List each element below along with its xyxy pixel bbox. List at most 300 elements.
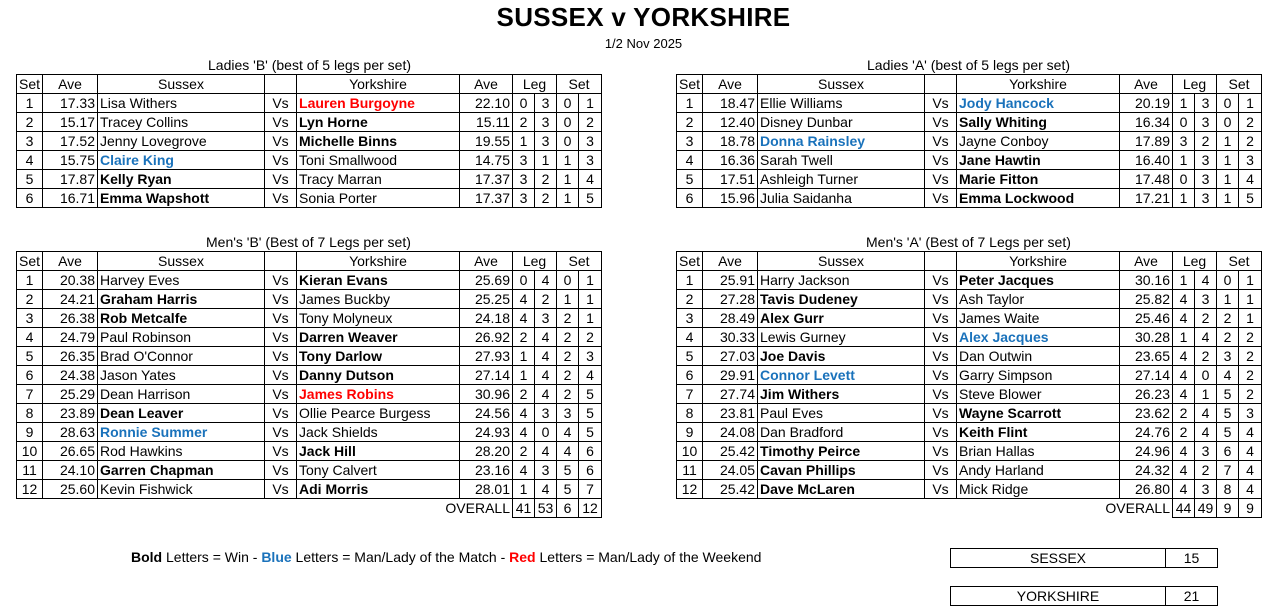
yorkshire-legs: 3 [535,132,557,151]
sussex-sets-running: 1 [557,151,579,170]
sussex-sets-running: 5 [1217,385,1239,404]
vs-label: Vs [925,94,957,113]
yorkshire-sets-running: 3 [1239,151,1262,170]
table-row [677,347,1262,366]
vs-label: Vs [925,170,957,189]
sussex-sets-running: 3 [557,404,579,423]
yorkshire-sets-running: 6 [579,442,602,461]
table-header-row [677,75,1262,94]
header-yorkshire: Yorkshire [297,75,460,94]
yorkshire-average: 24.93 [460,423,513,442]
vs-label: Vs [925,366,957,385]
yorkshire-sets-running: 2 [1239,385,1262,404]
vs-label: Vs [925,423,957,442]
sussex-player: Tavis Dudeney [758,290,925,309]
sussex-player: Rod Hawkins [98,442,265,461]
sussex-legs: 2 [513,328,535,347]
sussex-legs: 0 [1173,113,1195,132]
yorkshire-average: 27.14 [1120,366,1173,385]
header-sussex: Sussex [758,252,925,271]
table-row [17,461,602,480]
sussex-average: 28.63 [43,423,98,442]
yorkshire-sets-running: 3 [579,347,602,366]
overall-row [17,499,602,518]
vs-label: Vs [925,132,957,151]
sussex-average: 26.35 [43,347,98,366]
vs-label: Vs [925,290,957,309]
sussex-player: Dean Leaver [98,404,265,423]
table-row [677,290,1262,309]
vs-label: Vs [265,113,297,132]
header-set: Set [557,75,602,94]
legend [131,549,761,565]
sussex-sets-running: 1 [557,189,579,208]
set-number: 12 [677,480,703,499]
set-number: 1 [677,94,703,113]
sussex-player: Dean Harrison [98,385,265,404]
header-ave: Ave [43,252,98,271]
header-sussex: Sussex [758,75,925,94]
vs-label: Vs [265,461,297,480]
legend-red: Red [509,549,536,565]
set-number: 5 [677,347,703,366]
yorkshire-player: Darren Weaver [297,328,460,347]
sussex-average: 30.33 [703,328,758,347]
yorkshire-player: Keith Flint [957,423,1120,442]
header-set: Set [1217,252,1262,271]
header-yorkshire: Yorkshire [957,75,1120,94]
set-number: 9 [677,423,703,442]
sussex-sets-running: 2 [1217,309,1239,328]
yorkshire-sets-running: 2 [1239,132,1262,151]
sussex-sets-running: 0 [557,271,579,290]
set-number: 11 [17,461,43,480]
header-leg: Leg [513,75,557,94]
sussex-average: 24.79 [43,328,98,347]
yorkshire-player: Sally Whiting [957,113,1120,132]
set-number: 2 [677,113,703,132]
sussex-player: Ashleigh Turner [758,170,925,189]
yorkshire-average: 30.16 [1120,271,1173,290]
sussex-sets-running: 0 [557,94,579,113]
sussex-average: 17.87 [43,170,98,189]
sussex-player: Rob Metcalfe [98,309,265,328]
sussex-sets-running: 5 [1217,423,1239,442]
yorkshire-average: 17.37 [460,189,513,208]
header-ave: Ave [460,75,513,94]
sussex-player: Kevin Fishwick [98,480,265,499]
overall-row [677,499,1262,518]
vs-label: Vs [925,309,957,328]
header-yorkshire: Yorkshire [957,252,1120,271]
yorkshire-legs: 3 [1195,290,1217,309]
yorkshire-average: 14.75 [460,151,513,170]
yorkshire-player: Dan Outwin [957,347,1120,366]
vs-label: Vs [925,404,957,423]
sussex-player: Lisa Withers [98,94,265,113]
yorkshire-player: Danny Dutson [297,366,460,385]
yorkshire-player: Ash Taylor [957,290,1120,309]
ladies-a-table [676,74,1262,208]
vs-label: Vs [265,132,297,151]
sussex-sets-running: 5 [557,480,579,499]
yorkshire-player: James Waite [957,309,1120,328]
yorkshire-player: Toni Smallwood [297,151,460,170]
sussex-average: 27.74 [703,385,758,404]
yorkshire-legs: 4 [535,442,557,461]
overall-label: OVERALL [1105,500,1171,517]
yorkshire-legs: 2 [1195,132,1217,151]
sussex-legs: 1 [1173,151,1195,170]
sussex-total [950,548,1218,568]
yorkshire-sets-running: 4 [1239,461,1262,480]
set-number: 5 [17,170,43,189]
yorkshire-legs: 4 [535,385,557,404]
table-header-row [17,252,602,271]
set-number: 10 [677,442,703,461]
yorkshire-sets-running: 3 [579,151,602,170]
header-ave: Ave [460,252,513,271]
vs-label: Vs [265,271,297,290]
yorkshire-average: 19.55 [460,132,513,151]
yorkshire-player: Kieran Evans [297,271,460,290]
set-number: 11 [677,461,703,480]
header-vs-blank [265,75,297,94]
vs-label: Vs [265,151,297,170]
table-header-row [17,75,602,94]
sussex-player: Paul Robinson [98,328,265,347]
sussex-average: 16.71 [43,189,98,208]
sussex-sets-running: 2 [557,385,579,404]
sussex-legs: 1 [1173,189,1195,208]
vs-label: Vs [265,404,297,423]
yorkshire-legs: 3 [535,309,557,328]
sussex-player: Cavan Phillips [758,461,925,480]
sussex-legs: 4 [513,423,535,442]
table-row [677,328,1262,347]
yorkshire-legs: 4 [535,480,557,499]
yorkshire-sets-running: 4 [1239,442,1262,461]
yorkshire-average: 26.92 [460,328,513,347]
sussex-legs: 4 [1173,442,1195,461]
header-ave: Ave [1120,75,1173,94]
table-row [17,271,602,290]
yorkshire-average: 24.32 [1120,461,1173,480]
sussex-player: Claire King [98,151,265,170]
yorkshire-legs: 4 [535,366,557,385]
yorkshire-average: 26.23 [1120,385,1173,404]
sussex-legs: 2 [513,113,535,132]
sussex-legs: 4 [513,461,535,480]
yorkshire-player: Lauren Burgoyne [297,94,460,113]
yorkshire-player: Jody Hancock [957,94,1120,113]
yorkshire-sets-running: 6 [579,461,602,480]
sussex-legs: 3 [513,189,535,208]
yorkshire-sets-running: 2 [1239,347,1262,366]
legend-bold-text: Letters = Win - [162,549,262,565]
table-row [677,189,1262,208]
sussex-total-label: SESSEX [951,549,1166,568]
sussex-sets-running: 0 [1217,113,1239,132]
sussex-sets-running: 1 [1217,189,1239,208]
sussex-player: Donna Rainsley [758,132,925,151]
yorkshire-average: 16.34 [1120,113,1173,132]
sussex-average: 25.60 [43,480,98,499]
legend-blue-text: Letters = Man/Lady of the Match - [291,549,510,565]
sussex-average: 17.51 [703,170,758,189]
sussex-average: 28.49 [703,309,758,328]
yorkshire-average: 17.89 [1120,132,1173,151]
set-number: 3 [677,132,703,151]
yorkshire-player: Tony Calvert [297,461,460,480]
overall-sussex-legs: 41 [513,499,535,518]
mens-b-caption: Men's 'B' (Best of 7 Legs per set) [206,234,411,250]
sussex-legs: 4 [1173,385,1195,404]
overall-sussex-sets: 9 [1217,499,1239,518]
vs-label: Vs [265,347,297,366]
table-row [677,271,1262,290]
sussex-sets-running: 1 [557,170,579,189]
yorkshire-sets-running: 1 [1239,290,1262,309]
sussex-average: 25.42 [703,442,758,461]
vs-label: Vs [265,309,297,328]
sussex-legs: 4 [1173,461,1195,480]
sussex-average: 23.81 [703,404,758,423]
sussex-legs: 1 [1173,271,1195,290]
table-row [17,423,602,442]
yorkshire-legs: 0 [535,423,557,442]
header-vs-blank [925,75,957,94]
sussex-legs: 1 [513,366,535,385]
yorkshire-player: Emma Lockwood [957,189,1120,208]
yorkshire-legs: 3 [535,461,557,480]
yorkshire-sets-running: 2 [579,113,602,132]
sussex-average: 27.28 [703,290,758,309]
yorkshire-player: Garry Simpson [957,366,1120,385]
yorkshire-legs: 3 [535,113,557,132]
sussex-sets-running: 1 [1217,132,1239,151]
legend-blue: Blue [261,549,292,565]
set-number: 9 [17,423,43,442]
yorkshire-sets-running: 5 [579,404,602,423]
set-number: 3 [677,309,703,328]
table-row [17,151,602,170]
set-number: 3 [17,132,43,151]
yorkshire-legs: 4 [535,347,557,366]
sussex-sets-running: 5 [557,461,579,480]
yorkshire-average: 27.93 [460,347,513,366]
yorkshire-legs: 3 [535,94,557,113]
sussex-player: Jason Yates [98,366,265,385]
sussex-player: Dave McLaren [758,480,925,499]
set-number: 6 [17,189,43,208]
sussex-player: Garren Chapman [98,461,265,480]
table-row [17,170,602,189]
yorkshire-legs: 3 [1195,151,1217,170]
yorkshire-legs: 1 [1195,385,1217,404]
sussex-sets-running: 1 [1217,170,1239,189]
yorkshire-player: Sonia Porter [297,189,460,208]
table-row [17,366,602,385]
sussex-sets-running: 3 [1217,347,1239,366]
sussex-sets-running: 4 [557,423,579,442]
table-row [677,423,1262,442]
yorkshire-average: 28.01 [460,480,513,499]
sussex-player: Dan Bradford [758,423,925,442]
sussex-sets-running: 2 [1217,328,1239,347]
sussex-average: 25.42 [703,480,758,499]
sussex-average: 25.91 [703,271,758,290]
sussex-sets-running: 0 [557,132,579,151]
sussex-sets-running: 4 [1217,366,1239,385]
sussex-legs: 1 [513,480,535,499]
yorkshire-player: Tony Molyneux [297,309,460,328]
set-number: 6 [17,366,43,385]
ladies-a-caption: Ladies 'A' (best of 5 legs per set) [867,57,1071,73]
yorkshire-sets-running: 5 [579,385,602,404]
set-number: 1 [17,94,43,113]
sussex-sets-running: 1 [1217,151,1239,170]
sussex-legs: 4 [1173,366,1195,385]
yorkshire-legs: 1 [535,151,557,170]
yorkshire-player: Marie Fitton [957,170,1120,189]
yorkshire-sets-running: 3 [579,132,602,151]
sussex-average: 20.38 [43,271,98,290]
table-row [677,442,1262,461]
yorkshire-legs: 3 [1195,480,1217,499]
yorkshire-legs: 3 [1195,94,1217,113]
sussex-sets-running: 0 [1217,94,1239,113]
yorkshire-legs: 4 [1195,423,1217,442]
vs-label: Vs [265,366,297,385]
vs-label: Vs [925,461,957,480]
yorkshire-average: 15.11 [460,113,513,132]
vs-label: Vs [265,480,297,499]
header-set: Set [17,252,43,271]
sussex-legs: 4 [513,404,535,423]
yorkshire-average: 28.20 [460,442,513,461]
header-ave: Ave [1120,252,1173,271]
header-vs-blank [925,252,957,271]
vs-label: Vs [925,189,957,208]
sussex-legs: 0 [513,94,535,113]
table-row [677,385,1262,404]
sussex-player: Ellie Williams [758,94,925,113]
yorkshire-legs: 3 [1195,189,1217,208]
yorkshire-sets-running: 4 [579,366,602,385]
set-number: 4 [677,328,703,347]
sussex-average: 15.96 [703,189,758,208]
yorkshire-sets-running: 4 [579,170,602,189]
sussex-sets-running: 2 [557,309,579,328]
header-leg: Leg [513,252,557,271]
sussex-sets-running: 2 [557,366,579,385]
header-sussex: Sussex [98,252,265,271]
yorkshire-legs: 2 [1195,461,1217,480]
sussex-player: Brad O'Connor [98,347,265,366]
vs-label: Vs [265,94,297,113]
table-row [677,309,1262,328]
table-row [17,404,602,423]
sussex-legs: 4 [1173,290,1195,309]
set-number: 4 [17,151,43,170]
table-row [677,461,1262,480]
yorkshire-average: 20.19 [1120,94,1173,113]
sussex-player: Joe Davis [758,347,925,366]
ladies-b-table [16,74,602,208]
mens-b-table [16,251,602,518]
sussex-average: 17.33 [43,94,98,113]
yorkshire-average: 27.14 [460,366,513,385]
overall-yorkshire-legs: 49 [1195,499,1217,518]
vs-label: Vs [925,442,957,461]
header-set: Set [17,75,43,94]
sussex-total-score: 15 [1166,549,1218,568]
yorkshire-legs: 4 [1195,328,1217,347]
sussex-legs: 2 [513,442,535,461]
vs-label: Vs [265,189,297,208]
yorkshire-player: Michelle Binns [297,132,460,151]
header-ave: Ave [43,75,98,94]
sussex-sets-running: 8 [1217,480,1239,499]
yorkshire-legs: 3 [535,404,557,423]
set-number: 2 [677,290,703,309]
ladies-b-caption: Ladies 'B' (best of 5 legs per set) [208,57,412,73]
sussex-average: 15.75 [43,151,98,170]
sussex-average: 24.10 [43,461,98,480]
table-row [677,170,1262,189]
overall-sussex-legs: 44 [1173,499,1195,518]
header-set: Set [677,75,703,94]
yorkshire-sets-running: 2 [1239,113,1262,132]
yorkshire-sets-running: 1 [579,271,602,290]
sussex-legs: 3 [1173,132,1195,151]
yorkshire-average: 25.82 [1120,290,1173,309]
sussex-sets-running: 0 [1217,271,1239,290]
vs-label: Vs [925,347,957,366]
yorkshire-average: 30.96 [460,385,513,404]
yorkshire-sets-running: 5 [579,189,602,208]
yorkshire-total-score: 21 [1166,587,1218,606]
vs-label: Vs [925,113,957,132]
sussex-average: 23.89 [43,404,98,423]
set-number: 1 [677,271,703,290]
sussex-player: Jenny Lovegrove [98,132,265,151]
sussex-average: 26.65 [43,442,98,461]
yorkshire-legs: 3 [1195,170,1217,189]
sussex-player: Timothy Peirce [758,442,925,461]
vs-label: Vs [925,385,957,404]
sussex-sets-running: 6 [1217,442,1239,461]
overall-yorkshire-sets: 12 [579,499,602,518]
yorkshire-average: 23.65 [1120,347,1173,366]
yorkshire-player: James Buckby [297,290,460,309]
yorkshire-sets-running: 1 [579,94,602,113]
sussex-player: Kelly Ryan [98,170,265,189]
sussex-player: Sarah Twell [758,151,925,170]
header-set: Set [1217,75,1262,94]
yorkshire-legs: 3 [1195,442,1217,461]
set-number: 10 [17,442,43,461]
table-row [17,442,602,461]
yorkshire-player: Lyn Horne [297,113,460,132]
sussex-player: Disney Dunbar [758,113,925,132]
sussex-player: Ronnie Summer [98,423,265,442]
set-number: 3 [17,309,43,328]
set-number: 8 [17,404,43,423]
yorkshire-total-label: YORKSHIRE [951,587,1166,606]
yorkshire-average: 23.16 [460,461,513,480]
